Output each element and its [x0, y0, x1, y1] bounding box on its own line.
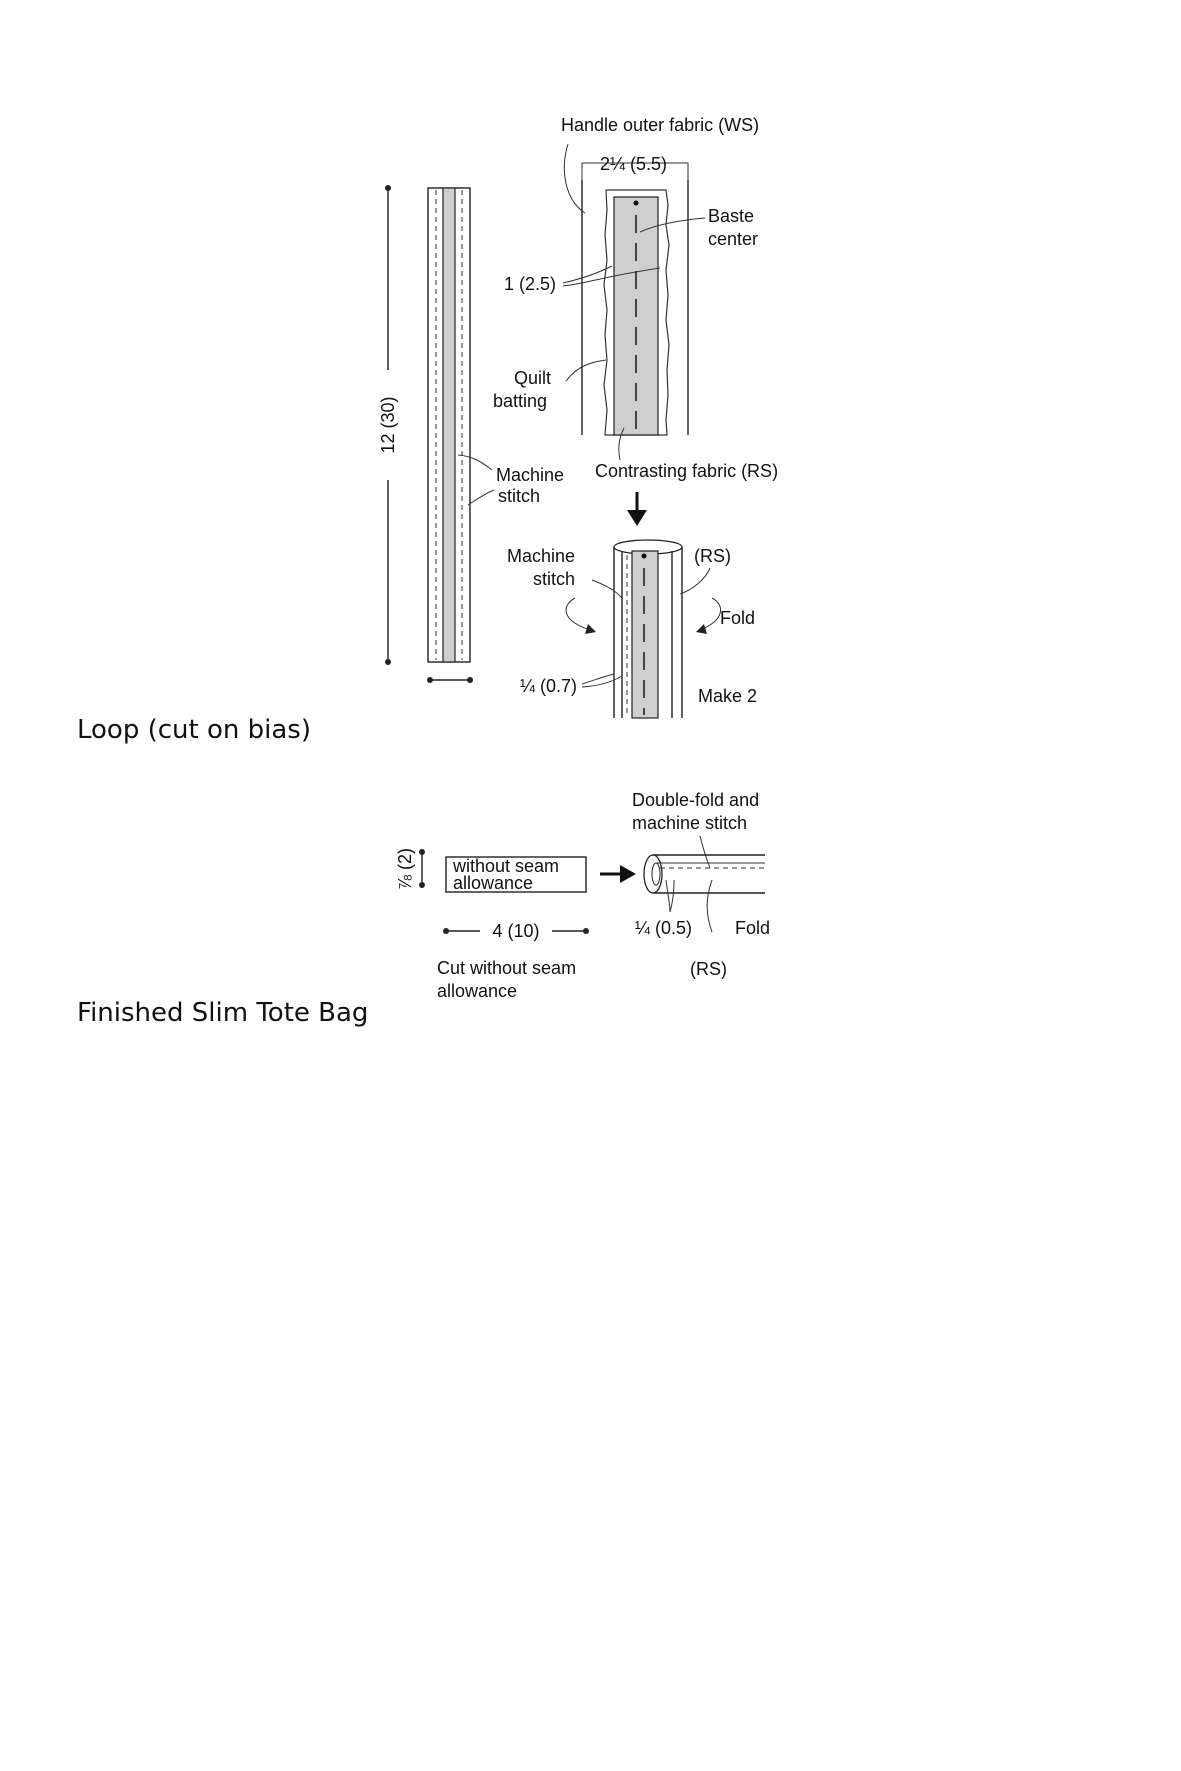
cut-label-2: allowance — [437, 981, 518, 1001]
baste-label-1: Baste — [708, 206, 755, 226]
double-fold-label-2: machine stitch — [632, 813, 748, 833]
batting-label-2: batting — [493, 391, 548, 411]
curved-arrow-left-icon — [566, 598, 590, 630]
loop-rs-label: (RS) — [690, 959, 727, 979]
down-arrow-icon — [627, 510, 647, 526]
fold-stitch-label-2: stitch — [533, 569, 576, 589]
finished-heading: Finished Slim Tote Bag — [77, 998, 369, 1028]
rs-label: (RS) — [694, 546, 731, 566]
quarter-label: ¼ (0.7) — [520, 676, 578, 696]
batting-label-1: Quilt — [514, 368, 552, 388]
handle-stitch-label-2: stitch — [498, 486, 541, 506]
loop-box-label-2: allowance — [453, 873, 534, 893]
handle-strip — [378, 185, 564, 683]
handle-length-label: 12 (30) — [378, 396, 398, 454]
loop-length-label: 4 (10) — [492, 921, 540, 941]
handle-stitch-label-1: Machine — [496, 465, 565, 485]
margin-label: 1 (2.5) — [504, 274, 557, 294]
right-arrow-icon — [620, 865, 636, 883]
make-label: Make 2 — [698, 686, 758, 706]
folded-handle — [507, 539, 757, 718]
loop-heading: Loop (cut on bias) — [77, 715, 311, 745]
fold-label: Fold — [720, 608, 756, 628]
cut-label-1: Cut without seam — [437, 958, 577, 978]
loop-height-label: ⅞ (2) — [395, 847, 415, 891]
width-label: 2¼ (5.5) — [600, 154, 668, 174]
loop-quarter-label: ¼ (0.5) — [635, 918, 693, 938]
contrasting-label: Contrasting fabric (RS) — [595, 461, 779, 481]
baste-label-2: center — [708, 229, 759, 249]
fold-stitch-label-1: Machine — [507, 546, 576, 566]
loop-fold-label: Fold — [735, 918, 771, 938]
loop-diagram — [395, 790, 770, 1001]
loop-box-label-1: without seam — [453, 856, 560, 876]
outer-fabric-label: Handle outer fabric (WS) — [561, 115, 760, 135]
double-fold-label-1: Double-fold and — [632, 790, 760, 810]
